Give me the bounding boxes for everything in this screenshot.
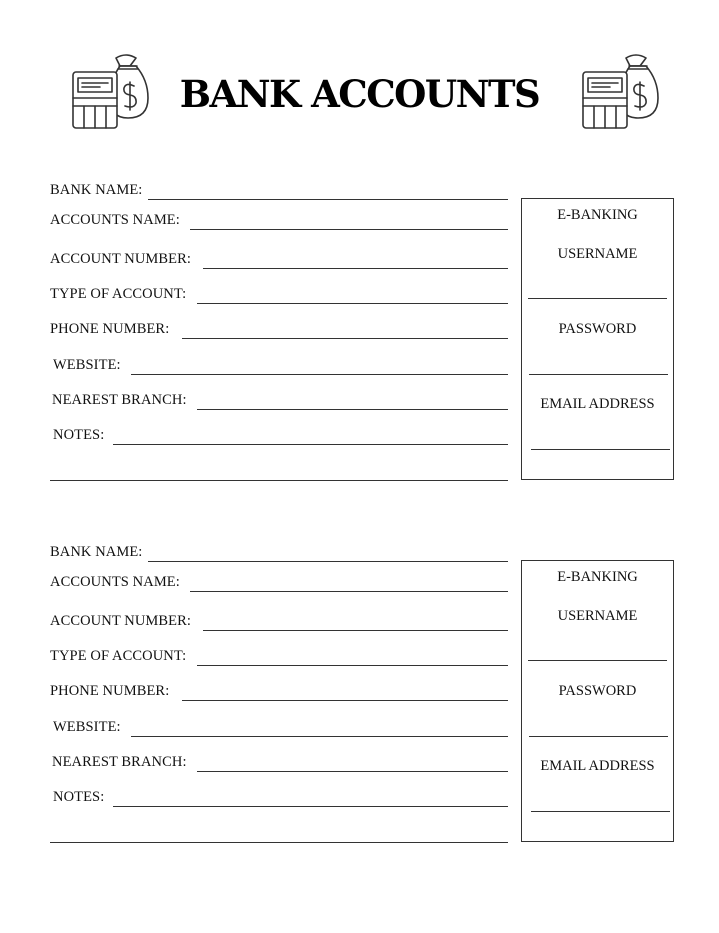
notes-extra-line[interactable] [50, 842, 508, 843]
username-field[interactable] [528, 660, 667, 661]
bank-account-section [0, 532, 719, 842]
account-number-label: ACCOUNT NUMBER: [50, 251, 192, 267]
e-banking-heading: E-BANKING [557, 569, 638, 585]
phone-number-field[interactable] [50, 681, 508, 701]
account-number-field[interactable] [50, 611, 508, 631]
accounts-name-field[interactable] [50, 572, 508, 592]
phone-number-field[interactable] [50, 319, 508, 339]
phone-number-label: PHONE NUMBER: [50, 321, 170, 337]
username-field[interactable] [528, 298, 667, 299]
type-of-account-field[interactable] [50, 284, 508, 304]
notes-extra-line[interactable] [50, 480, 508, 481]
website-field[interactable] [53, 355, 508, 375]
nearest-branch-label: NEAREST BRANCH: [52, 392, 187, 408]
notes-field[interactable] [53, 787, 508, 807]
type-of-account-label: TYPE OF ACCOUNT: [50, 648, 187, 664]
bank-name-label: BANK NAME: [50, 182, 143, 198]
bank-name-field[interactable] [50, 542, 508, 562]
email-address-field[interactable] [531, 811, 670, 812]
e-banking-heading: E-BANKING [557, 207, 638, 223]
nearest-branch-label: NEAREST BRANCH: [52, 754, 187, 770]
password-field[interactable] [529, 374, 668, 375]
username-label: USERNAME [557, 246, 638, 262]
notes-label: NOTES: [53, 789, 105, 805]
website-field[interactable] [53, 717, 508, 737]
nearest-branch-field[interactable] [52, 752, 508, 772]
notes-label: NOTES: [53, 427, 105, 443]
email-address-field[interactable] [531, 449, 670, 450]
bank-name-field[interactable] [50, 180, 508, 200]
password-label: PASSWORD [558, 683, 637, 699]
username-label: USERNAME [557, 608, 638, 624]
page-title: BANK ACCOUNTS [179, 72, 540, 116]
e-banking-box [521, 560, 674, 842]
password-field[interactable] [529, 736, 668, 737]
type-of-account-field[interactable] [50, 646, 508, 666]
accounts-name-label: ACCOUNTS NAME: [50, 212, 180, 228]
account-number-label: ACCOUNT NUMBER: [50, 613, 192, 629]
accounts-name-label: ACCOUNTS NAME: [50, 574, 180, 590]
nearest-branch-field[interactable] [52, 390, 508, 410]
notes-field[interactable] [53, 425, 508, 445]
password-label: PASSWORD [558, 321, 637, 337]
website-label: WEBSITE: [53, 719, 121, 735]
email-address-label: EMAIL ADDRESS [540, 758, 655, 774]
bank-name-label: BANK NAME: [50, 544, 143, 560]
phone-number-label: PHONE NUMBER: [50, 683, 170, 699]
website-label: WEBSITE: [53, 357, 121, 373]
account-number-field[interactable] [50, 249, 508, 269]
bank-account-section [0, 170, 719, 480]
type-of-account-label: TYPE OF ACCOUNT: [50, 286, 187, 302]
accounts-name-field[interactable] [50, 210, 508, 230]
e-banking-box [521, 198, 674, 480]
email-address-label: EMAIL ADDRESS [540, 396, 655, 412]
